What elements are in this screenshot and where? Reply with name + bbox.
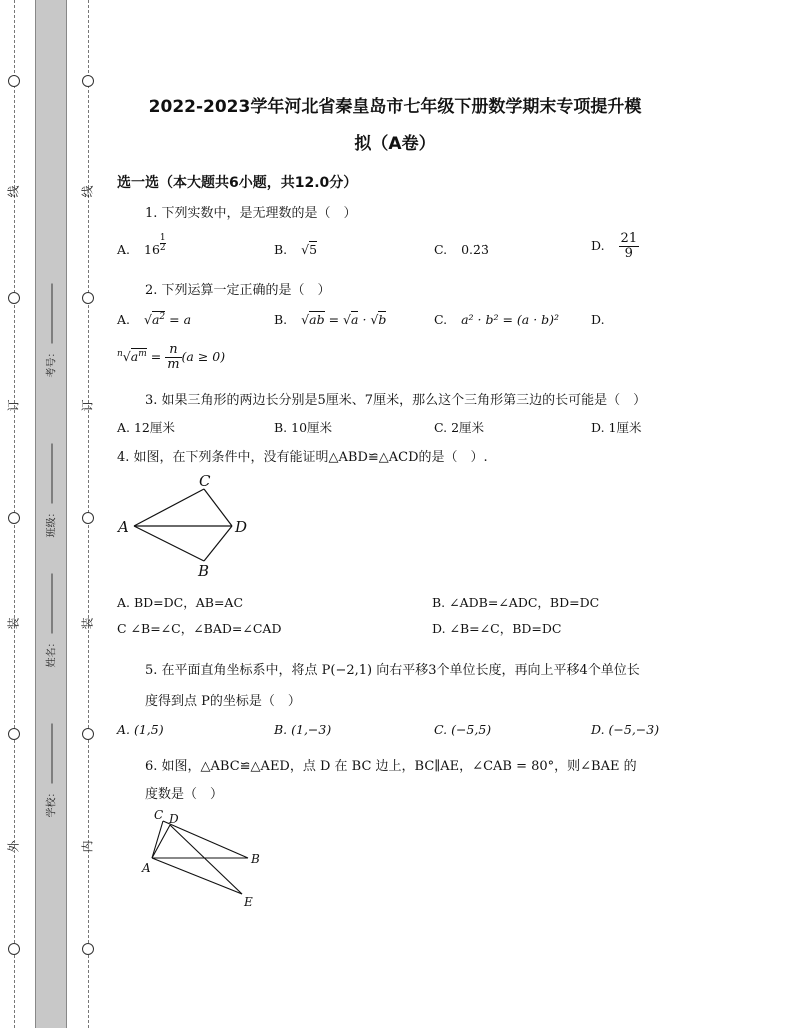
school-label: 学校： bbox=[46, 787, 58, 817]
punch-hole-circle bbox=[82, 728, 94, 740]
punch-hole-circle bbox=[8, 292, 20, 304]
q2-option-d-expr: $^n√a^m$ = $\frac{n}{m}$ (a ≥ 0) bbox=[117, 342, 226, 372]
q2-option-c: C. a² · b² = (a · b)² bbox=[434, 312, 560, 327]
segment-ac bbox=[152, 821, 163, 858]
outer-char-zhuang: 装 bbox=[6, 617, 21, 630]
page-title-line1: 2022-2023学年河北省秦皇岛市七年级下册数学期末专项提升模 bbox=[148, 97, 642, 117]
section-heading: 选一选（本大题共6小题，共12.0分） bbox=[117, 175, 358, 191]
q3-option-a: A. 12厘米 bbox=[117, 420, 175, 435]
punch-hole-circle bbox=[8, 728, 20, 740]
q3-option-c: C. 2厘米 bbox=[434, 420, 485, 435]
outer-char-wai: 外 bbox=[6, 840, 21, 853]
punch-hole-circle bbox=[82, 292, 94, 304]
segment-bd bbox=[204, 526, 232, 561]
outer-char-xian: 线 bbox=[6, 185, 21, 198]
inner-char-xian: 线 bbox=[80, 185, 95, 198]
class-label: 班级： bbox=[46, 507, 58, 537]
q6-figure bbox=[138, 806, 278, 910]
q4-stem: 4. 如图，在下列条件中，没有能证明△ABD≌△ACD的是（ ）. bbox=[117, 450, 488, 465]
exam-number-field bbox=[40, 290, 60, 377]
q5-option-d: D. (−5,−3) bbox=[591, 722, 660, 737]
segment-ad bbox=[152, 825, 170, 858]
segment-de bbox=[170, 825, 242, 894]
punch-hole-circle bbox=[8, 75, 20, 87]
label-c: C bbox=[154, 808, 164, 822]
punch-hole-circle bbox=[82, 512, 94, 524]
name-label: 姓名： bbox=[46, 637, 58, 667]
q4-option-b: B. ∠ADB=∠ADC，BD=DC bbox=[432, 595, 600, 610]
segment-ac bbox=[134, 489, 204, 526]
punch-hole-circle bbox=[82, 75, 94, 87]
inner-char-nei: 内 bbox=[80, 840, 95, 853]
q2-option-d-label: D. bbox=[591, 312, 605, 327]
q5-stem-line1: 5. 在平面直角坐标系中，将点 P(−2,1) 向右平移3个单位长度，再向上平移4个单位长 bbox=[145, 663, 640, 678]
q2-option-a: A. $√a^2 = a$ bbox=[117, 312, 192, 328]
label-a: A bbox=[118, 518, 129, 536]
label-a: A bbox=[142, 861, 151, 875]
segment-cd bbox=[204, 489, 232, 526]
punch-hole-circle bbox=[82, 943, 94, 955]
q4-figure bbox=[112, 470, 262, 580]
q1-option-a: A. 16 $\frac{1}{2}$ bbox=[117, 233, 166, 257]
inner-char-zhuang: 装 bbox=[80, 617, 95, 630]
q1-option-b: B. √5 bbox=[274, 242, 318, 257]
q2-option-b: B. √ab = √a · √b bbox=[274, 312, 387, 327]
punch-hole-circle bbox=[8, 512, 20, 524]
label-d: D bbox=[235, 518, 248, 536]
q1-stem: 1. 下列实数中，是无理数的是（ ） bbox=[145, 206, 357, 221]
inner-char-ding: 订 bbox=[80, 399, 95, 412]
q3-option-b: B. 10厘米 bbox=[274, 420, 333, 435]
q6-stem-line2: 度数是（ ） bbox=[145, 787, 224, 802]
label-c: C bbox=[199, 472, 211, 490]
outer-char-ding: 订 bbox=[6, 399, 21, 412]
punch-hole-circle bbox=[8, 943, 20, 955]
q1-option-c: C. 0.2̇3̇ bbox=[434, 242, 489, 257]
q4-option-a: A. BD=DC，AB=AC bbox=[117, 595, 244, 610]
segment-cb bbox=[163, 821, 248, 858]
q5-stem-line2: 度得到点 P的坐标是（ ） bbox=[145, 694, 301, 709]
q4-option-d: D. ∠B=∠C，BD=DC bbox=[432, 621, 562, 636]
q5-option-a: A. (1,5) bbox=[117, 722, 164, 737]
class-field bbox=[40, 450, 60, 537]
q6-stem-line1: 6. 如图，△ABC≌△AED，点 D 在 BC 边上，BC∥AE，∠CAB = 80°，则∠BAE 的 bbox=[145, 759, 637, 774]
segment-ab bbox=[134, 526, 204, 561]
exam-number-label: 考号： bbox=[46, 347, 58, 377]
q3-stem: 3. 如果三角形的两边长分别是5厘米、7厘米，那么这个三角形第三边的长可能是（ ） bbox=[145, 393, 647, 408]
q5-option-b: B. (1,−3) bbox=[274, 722, 332, 737]
name-field bbox=[40, 580, 60, 667]
q1-option-d: D. $\frac{21}{9}$ bbox=[591, 231, 638, 261]
q2-stem: 2. 下列运算一定正确的是（ ） bbox=[145, 283, 331, 298]
label-e: E bbox=[244, 895, 253, 909]
segment-ae bbox=[152, 858, 242, 894]
school-field bbox=[40, 730, 60, 817]
label-d: D bbox=[169, 812, 179, 826]
q4-option-c: C ∠B=∠C，∠BAD=∠CAD bbox=[117, 621, 282, 636]
label-b: B bbox=[198, 562, 210, 580]
q5-option-c: C. (−5,5) bbox=[434, 722, 492, 737]
label-b: B bbox=[251, 852, 260, 866]
page-title-line2: 拟（A卷） bbox=[354, 134, 436, 154]
q3-option-d: D. 1厘米 bbox=[591, 420, 642, 435]
